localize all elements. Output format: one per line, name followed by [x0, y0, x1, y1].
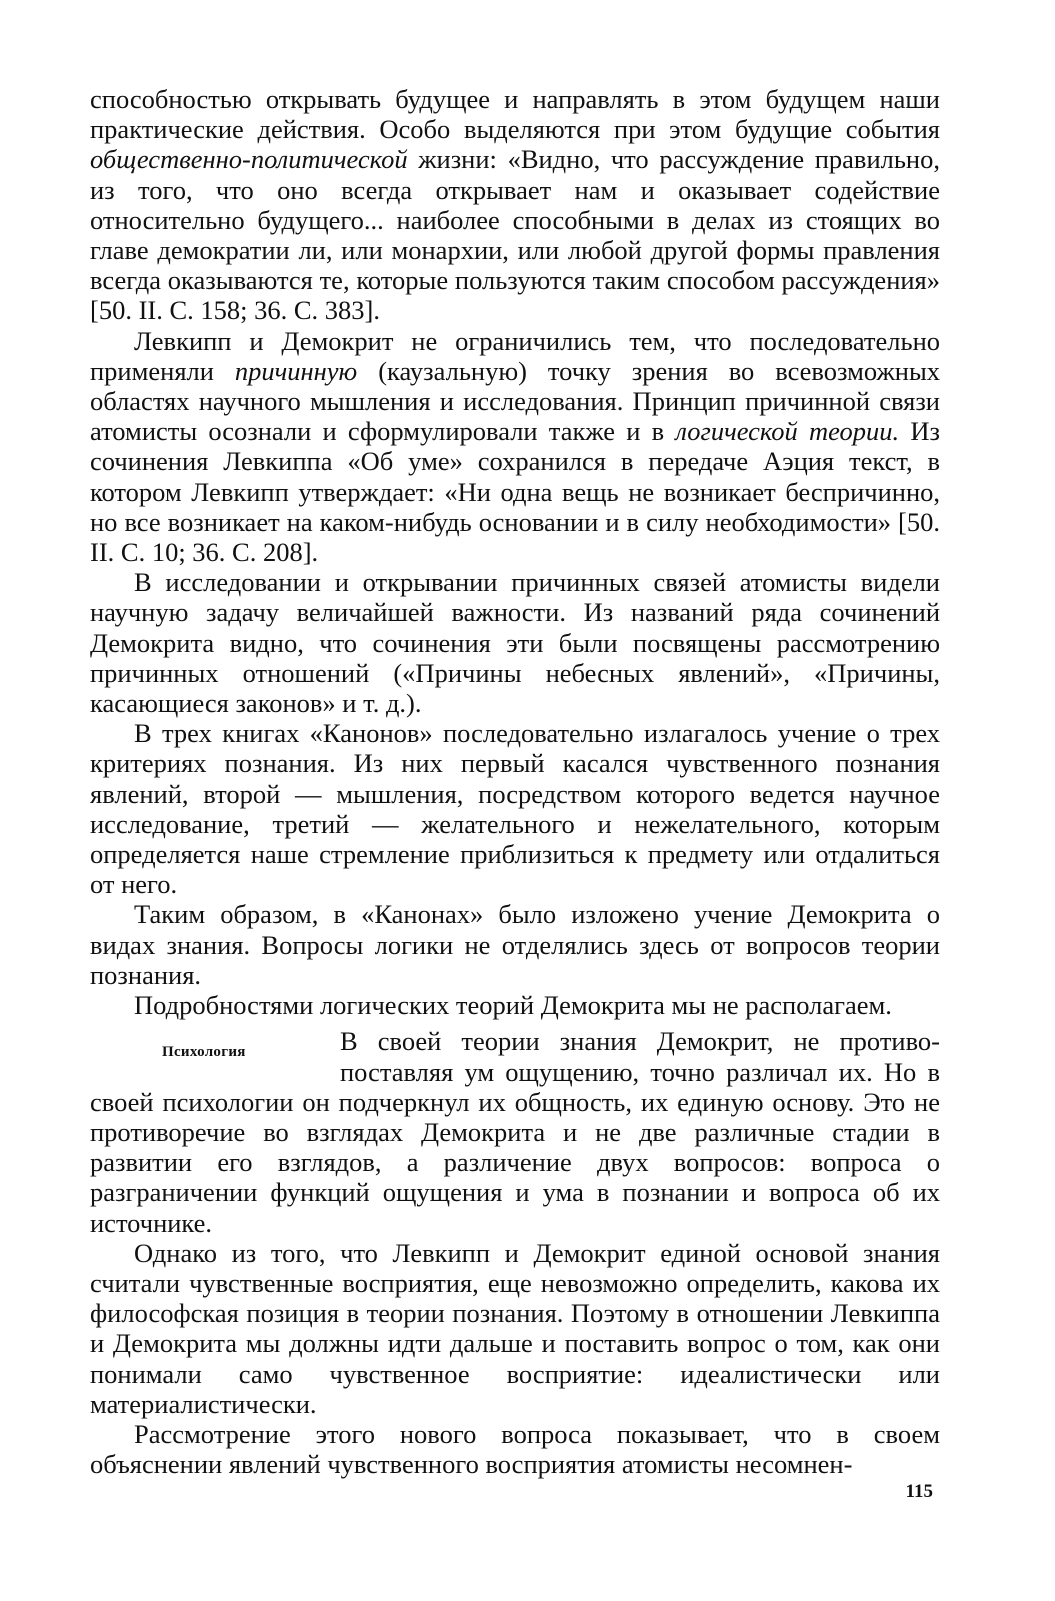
italic-run: логической теории.	[675, 416, 900, 447]
paragraph	[90, 326, 940, 568]
text-run: (каузальную) точку зрения во всевозможных областях научного мышления и исследования. Принцип причинной связи атомисты осознали и сформулировали также и в	[90, 355, 940, 447]
paragraph	[90, 84, 940, 326]
text-run: жизни: «Видно, что рассуждение правильно, из того, что оно всегда открывает нам и оказывает содействие относительно будущего... наиболее способными в делах из стоящих во главе демократии ли, или монархии, или любой другой формы правления всегда оказываются те, которые пользуются таким способом рассуждения» [50. II. С. 158; 36. С. 383].	[90, 144, 940, 326]
italic-run: общественно-политической	[90, 144, 408, 175]
text-run: Подробностями логических теорий Демокрита мы не располагаем.	[134, 990, 892, 1021]
page-body	[90, 84, 940, 1479]
text-run: Левкипп и Демокрит не ограничились тем, что последовательно применяли	[90, 325, 940, 386]
paragraph	[90, 718, 940, 899]
text-run: В исследовании и открывании причинных связей атомисты видели научную задачу величайшей важности. Из названий ряда сочинений Демокрита видно, что сочинения эти были посвящены рассмотрению причинных отношений («Причины небесных явлений», «Причины, касающиеся законов» и т. д.).	[90, 567, 940, 719]
marginal-heading: Психология	[162, 1044, 246, 1061]
paragraph	[90, 990, 940, 1020]
text-run: В трех книгах «Канонов» последовательно излагалось учение о трех критериях познания. Из них первый касался чувственного познания явлений, второй — мышления, посредством которого ведется научное исследование, третий — желательного и нежелательного, которым определяется наше стремление приблизиться к предмету или отдалиться от него.	[90, 718, 940, 900]
italic-run: причинную	[234, 355, 358, 386]
text-run: способностью открывать будущее и направлять в этом будущем наши практические действия. Особо выделяются при этом будущие события	[90, 84, 940, 145]
text-run: В своей теории знания Демокрит, не противопоставляя ум ощущению, точно различал их. Но в своей психологии он подчеркнул их общность, их единую основу. Это не противоречие во взглядах Демокрита и не две различные стадии в развитии его взглядов, а различение двух вопросов: вопроса о разграничении функций ощущения и ума в познании и вопроса об их источнике.	[90, 1026, 940, 1238]
text-run: Из сочинения Левкиппа «Об уме» сохранился в передаче Аэция текст, в котором Левкипп утверждает: «Ни одна вещь не возникает беспричинно, но все возникает на каком-нибудь основании и в силу необходимости» [50. II. С. 10; 36. С. 208].	[90, 416, 940, 568]
page-number: 115	[905, 1481, 933, 1502]
paragraph	[90, 567, 940, 718]
paragraph	[90, 1419, 940, 1479]
text-run: Однако из того, что Левкипп и Демокрит единой основой знания считали чувственные восприятия, еще невозможно определить, какова их философская позиция в теории познания. Поэтому в отношении Левкиппа и Демокрита мы должны идти дальше и поставить вопрос о том, как они понимали само чувственное восприятие: идеалистически или материалистически.	[90, 1237, 940, 1419]
text-run: Рассмотрение этого нового вопроса показывает, что в своем объяснении явлений чувственного восприятия атомисты несомнен-	[90, 1418, 940, 1480]
paragraph	[90, 899, 940, 990]
paragraph	[90, 1238, 940, 1419]
text-run: Таким образом, в «Канонах» было изложено учение Демокрита о видах знания. Вопросы логики не отделялись здесь от вопросов теории познания.	[90, 899, 940, 990]
